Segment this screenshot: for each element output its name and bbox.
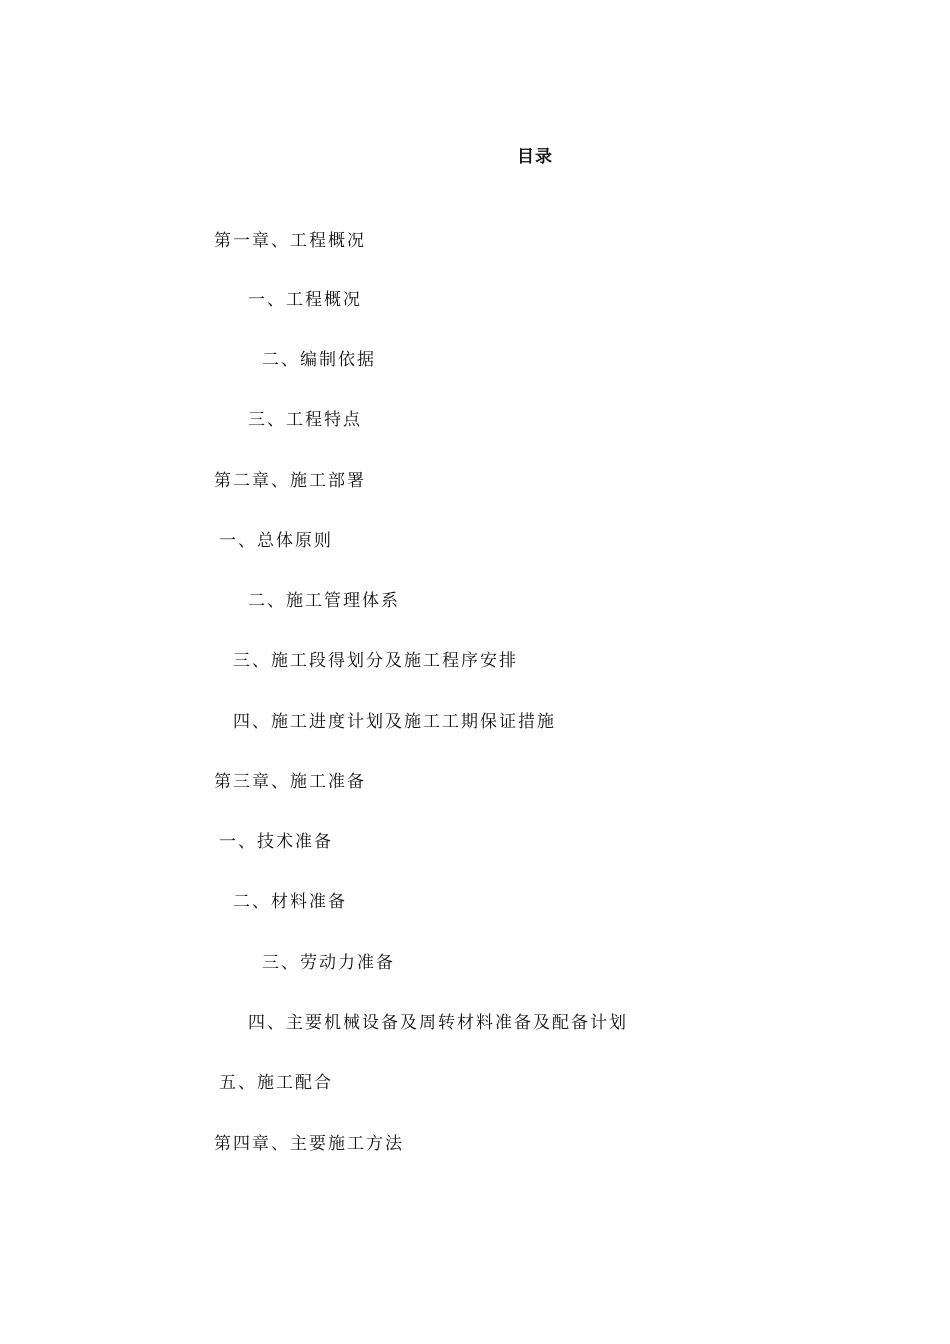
toc-item-1-1[interactable]: 一、工程概况 — [248, 290, 362, 310]
toc-item-1-3[interactable]: 三、工程特点 — [248, 410, 362, 430]
toc-chapter-1[interactable]: 第一章、工程概况 — [214, 231, 366, 251]
toc-item-3-3[interactable]: 三、劳动力准备 — [262, 953, 395, 973]
toc-chapter-2[interactable]: 第二章、施工部署 — [214, 471, 366, 491]
toc-item-2-3[interactable]: 三、施工段得划分及施工程序安排 — [233, 651, 518, 671]
toc-chapter-4[interactable]: 第四章、主要施工方法 — [214, 1134, 404, 1154]
toc-item-1-2[interactable]: 二、编制依据 — [262, 350, 376, 370]
toc-chapter-3[interactable]: 第三章、施工准备 — [214, 772, 366, 792]
toc-item-2-2[interactable]: 二、施工管理体系 — [248, 591, 400, 611]
page-title: 目录 — [517, 147, 553, 167]
toc-item-3-4[interactable]: 四、主要机械设备及周转材料准备及配备计划 — [248, 1013, 628, 1033]
toc-item-2-1[interactable]: 一、总体原则 — [219, 531, 333, 551]
toc-item-3-1[interactable]: 一、技术准备 — [219, 832, 333, 852]
toc-item-2-4[interactable]: 四、施工进度计划及施工工期保证措施 — [233, 712, 556, 732]
toc-item-3-5[interactable]: 五、施工配合 — [219, 1073, 333, 1093]
toc-item-3-2[interactable]: 二、材料准备 — [233, 892, 347, 912]
